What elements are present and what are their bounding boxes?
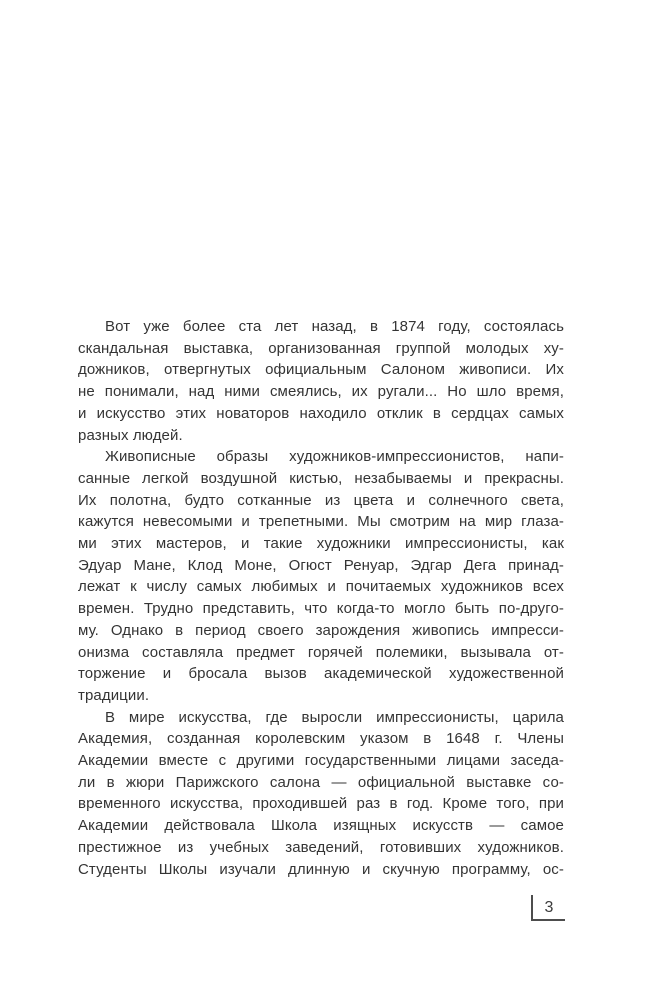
text-line: скандальная выставка, организованная группой молодых ху- <box>78 339 564 357</box>
page-number: 3 <box>544 899 554 916</box>
paragraph <box>78 707 564 881</box>
page-text <box>78 316 564 880</box>
text-line: ми этих мастеров, и такие художники импрессионисты, как <box>78 535 564 553</box>
text-line: кажутся невесомыми и трепетными. Мы смотрим на мир глаза- <box>78 513 564 531</box>
paragraph <box>78 446 564 706</box>
text-line: онизма составляла предмет горячей полемики, вызывала от- <box>78 643 564 661</box>
text-line: и искусство этих новаторов находило отклик в сердцах самых <box>78 404 564 422</box>
text-line: не понимали, над ними смеялись, их ругали... Но шло время, <box>78 383 564 401</box>
text-line: санные легкой воздушной кистью, незабываемы и прекрасны. <box>78 469 564 487</box>
text-line: дожников, отвергнутых официальным Салоном живописи. Их <box>78 361 564 379</box>
text-line: традиции. <box>78 686 150 704</box>
paragraph <box>78 316 564 446</box>
text-line: Академии вместе с другими государственными лицами заседа- <box>78 752 564 770</box>
text-line: В мире искусства, где выросли импрессионисты, царила <box>105 708 564 726</box>
text-line: Студенты Школы изучали длинную и скучную программу, ос- <box>78 860 564 878</box>
text-line: престижное из учебных заведений, готовивших художников. <box>78 838 564 856</box>
text-line: Академии действовала Школа изящных искусств — самое <box>78 817 564 835</box>
page-number-mark <box>531 895 565 921</box>
text-line: ли в жюри Парижского салона — официальной выставке со- <box>78 773 564 791</box>
text-line: Их полотна, будто сотканные из цвета и солнечного света, <box>78 491 564 509</box>
text-line: Академия, созданная королевским указом в 1648 г. Члены <box>78 730 564 748</box>
text-line: му. Однако в период своего зарождения живопись импресси- <box>78 621 564 639</box>
text-line: Эдуар Мане, Клод Моне, Огюст Ренуар, Эдгар Дега принад- <box>78 556 564 574</box>
text-line: торжение и бросала вызов академической художественной <box>78 665 564 683</box>
text-line: временного искусства, проходившей раз в год. Кроме того, при <box>78 795 564 813</box>
text-line: Вот уже более ста лет назад, в 1874 году, состоялась <box>105 318 564 335</box>
text-line: разных людей. <box>78 426 183 444</box>
text-line: лежат к числу самых любимых и почитаемых художников всех <box>78 578 564 596</box>
text-line: времен. Трудно представить, что когда-то могло быть по-друго- <box>78 600 564 618</box>
text-line: Живописные образы художников-импрессионистов, напи- <box>105 448 564 466</box>
